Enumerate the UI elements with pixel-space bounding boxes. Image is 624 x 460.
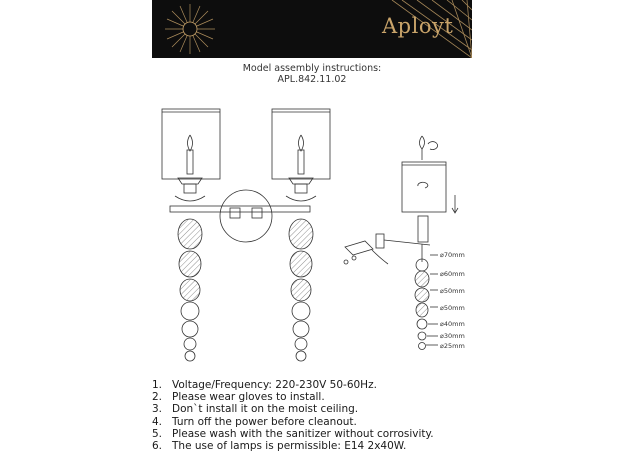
right-lampshade (272, 109, 330, 179)
list-item: 6. The use of lamps is permissible: E14 2x40W. (152, 440, 407, 453)
brand-logo-text: Aployt (382, 14, 454, 38)
left-lampshade (162, 109, 220, 179)
wall-bracket (376, 234, 384, 248)
exploded-bulb-icon (420, 136, 425, 149)
exploded-view-drawing (344, 136, 458, 350)
list-item: 4. Turn off the power before cleanout. (152, 415, 357, 428)
list-item: 1. Voltage/Frequency: 220-230V 50-60Hz. (152, 379, 377, 391)
dim-label: ⌀60mm (440, 270, 465, 278)
right-lamp-drawing (272, 109, 330, 361)
dim-label: ⌀40mm (440, 320, 465, 328)
exploded-lampshade (402, 162, 446, 212)
list-item: 5. Please wash with the sanitizer without corrosivity. (152, 427, 434, 440)
right-candle-bulb-icon (299, 135, 304, 151)
dim-label: ⌀70mm (440, 251, 465, 259)
dim-label: ⌀50mm (440, 304, 465, 312)
dim-label: ⌀50mm (440, 287, 465, 295)
mount-detail-circle (220, 190, 272, 242)
list-item: 3. Don`t install it on the moist ceiling. (152, 403, 359, 416)
document-title: Model assembly instructions: (242, 63, 382, 74)
rotate-shade-icon (418, 182, 428, 188)
instruction-list (152, 379, 434, 452)
list-item: 2. Please wear gloves to install. (152, 391, 325, 404)
screwdriver-icon (345, 241, 373, 255)
model-number: APL.842.11.02 (277, 74, 347, 85)
rotate-arrow-icon (428, 142, 438, 150)
left-candle-bulb-icon (188, 135, 193, 151)
dim-label: ⌀30mm (440, 332, 465, 340)
dim-label: ⌀25mm (440, 342, 465, 350)
left-lamp-drawing (162, 109, 220, 361)
